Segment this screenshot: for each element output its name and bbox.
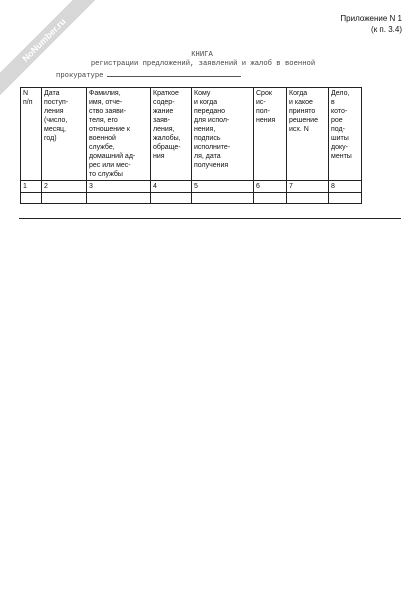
empty-cell — [254, 193, 287, 204]
register-table — [20, 87, 362, 204]
column-number: 5 — [192, 181, 254, 193]
empty-cell — [287, 193, 329, 204]
column-number: 3 — [87, 181, 151, 193]
empty-cell — [151, 193, 192, 204]
column-number: 2 — [42, 181, 87, 193]
column-number-row — [21, 181, 362, 193]
column-number: 6 — [254, 181, 287, 193]
watermark: NoNumber.ru — [0, 0, 99, 95]
empty-cell — [21, 193, 42, 204]
empty-cell — [329, 193, 362, 204]
column-number: 8 — [329, 181, 362, 193]
header-row — [21, 88, 362, 181]
title-subject: регистрации предложений, заявлений и жалоб в военной — [90, 60, 316, 68]
header-cell: Фамилия, имя, отче- ство заяви- теля, его отношение к военной службе, домашний ад- рес или мес- то службы — [87, 88, 151, 181]
header-cell: Дело, в кото- рое под- шиты доку- менты — [329, 88, 362, 181]
appendix-note — [340, 13, 402, 35]
header-cell: Срок ис- пол- нения — [254, 88, 287, 181]
title-prosecutor-line — [20, 69, 380, 81]
appendix-label: Приложение N 1 — [340, 14, 402, 23]
empty-cell — [87, 193, 151, 204]
header-cell: Когда и какое принято решение исх. N — [287, 88, 329, 181]
page-divider — [19, 218, 401, 219]
column-number: 4 — [151, 181, 192, 193]
column-number: 7 — [287, 181, 329, 193]
header-cell: Кому и когда передано для испол- нения, подпись исполните- ля, дата получения — [192, 88, 254, 181]
header-cell: Краткое содер- жание заяв- ления, жалобы, обраще- ния — [151, 88, 192, 181]
empty-cell — [42, 193, 87, 204]
title-book: КНИГА — [191, 51, 213, 59]
appendix-reference: (к п. 3.4) — [371, 25, 402, 34]
header-cell: N п/п — [21, 88, 42, 181]
empty-cell — [192, 193, 254, 204]
header-cell: Дата поступ- ления (число, месяц, год) — [42, 88, 87, 181]
empty-entry-row — [21, 193, 362, 204]
column-number: 1 — [21, 181, 42, 193]
document-title — [20, 51, 380, 81]
prosecutor-name-blank — [107, 69, 241, 77]
title-prosecutor: прокуратуре — [56, 72, 104, 80]
